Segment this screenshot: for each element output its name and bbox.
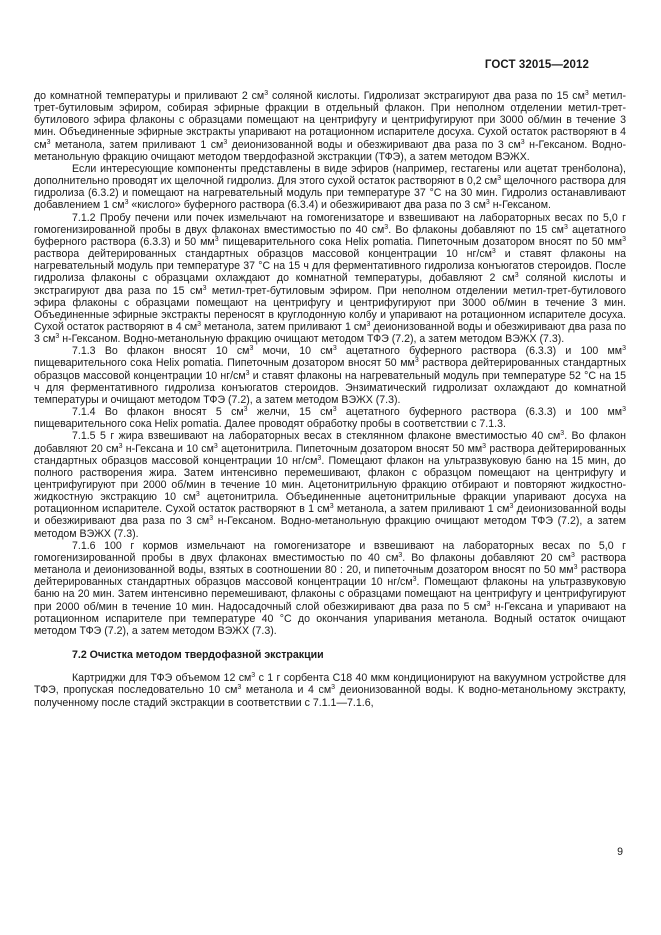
body-paragraph: 7.1.3 Во флакон вносят 10 $см^3$ мочи, 10 $см^3$ ацетатного буферного раствора (6.3.3) и 100 $мм^3$ пищеварительного сока Helix pomatia. Пипеточным дозатором вносят 50 $мм^3$ раствора дейтерированных стандартных образцов массовой концентрации 10 $нг/см^3$ и ставят флаконы на нагревательный модуль при температуре 52 °С на 15 ч для ферментативного гидролиза конъюгатов стероидов. Энзиматический гидролизат охлаждают до комнатной температуры и очищают методом ТФЭ (7.2), а затем методом ВЭЖХ (7.3). xyxy=(34,345,626,406)
body-paragraph: 7.1.5 5 г жира взвешивают на лабораторных весах в стеклянном флаконе вместимостью 40 $см^3$. Во флакон добавляют 20 $см^3$ н-Гексана и 10 $см^3$ ацетонитрила. Пипеточным дозатором вносят 50 $мм^3$ раствора дейтерированных стандартных образцов массовой концентрации 10 $нг/см^3$. Помещают флакон на ультразвуковую баню на 15 мин, до полного растворения жира. Затем интенсивно перемешивают, флакон с образцом помещают на центрифугу и центрифугируют при 2000 об/мин в течение 10 мин. Ацетонитрильную фракцию отбирают и повторяют жидкостно-жидкостную экстракцию 10 $см^3$ ацетонитрила. Объединенные ацетонитрильные фракции упаривают досуха на ротационном испарителе. Сухой остаток растворяют в 1 $см^3$ метанола, а затем приливают 1 $см^3$ деионизованной воды и обезжиривают два раза по 3 $см^3$ н-Гексаном. Водно-метанольную фракцию очищают методом ТФЭ (7.2), а затем методом ВЭЖХ (7.3). xyxy=(34,430,627,540)
page-number: 9 xyxy=(617,846,623,858)
section-paragraph: Картриджи для ТФЭ объемом 12 $см^3$ с 1 г сорбента С18 40 мкм кондиционируют на вакуумном устройстве для ТФЭ, пропуская последовательно 10 $см^3$ метанола и 4 $см^3$ деионизованной воды. К водно-метанольному экстракту, полученному после стадий экстракции в соответствии с 7.1.1—7.1.6, xyxy=(34,672,626,709)
section-heading: 7.2 Очистка методом твердофазной экстракции xyxy=(72,649,324,662)
body-paragraph: 7.1.4 Во флакон вносят 5 $см^3$ желчи, 15 $см^3$ ацетатного буферного раствора (6.3.3) и 100 $мм^3$ пищеварительного сока Helix pomatia. Далее проводят обработку пробы в соответствии с 7.1.3. xyxy=(34,406,626,431)
body-paragraph: 7.1.6 100 г кормов измельчают на гомогенизаторе и взвешивают на лабораторных весах по 5,0 г гомогенизированной пробы в двух флаконах вместимостью по 40 $см^3$. Во флаконы добавляют 20 $см^3$ раствора метанола и деионизованной воды, взятых в соотношении 80 : 20, и пипеточным дозатором вносят по 50 $мм^3$ раствора дейтерированных стандартных образцов массовой концентрации 10 $нг/см^3$. Помещают флаконы на ультразвуковую баню на 20 мин. Затем интенсивно перемешивают, флаконы с образцами помещают на центрифугу и центрифугируют при 2000 об/мин в течение 10 мин. Надосадочный слой обезжиривают два раза по 5 $см^3$ н-Гексана и упаривают на ротационном испарителе при температуре 40 °С до окончания упаривания метанола. Водный остаток очищают методом ТФЭ (7.2), а затем методом ВЭЖХ (7.3). xyxy=(34,539,627,637)
body-paragraph: Если интересующие компоненты представлены в виде эфиров (например, гестагены или ацетат тренболона), дополнительно проводят их щелочной гидролиз. Для этого сухой остаток растворяют в 0,2 $см^3$ щелочного раствора для гидролиза (6.3.2) и помещают на нагревательный модуль при температуре 37 °С на 30 мин. Гидролиз останавливают добавлением 1 $см^3$ «кислого» буферного раствора (6.3.4) и обезжиривают два раза по 3 $см^3$ н-Гексаном. xyxy=(34,162,626,212)
document-body xyxy=(34,90,626,709)
paragraph-list xyxy=(34,90,626,637)
body-paragraph: 7.1.2 Пробу печени или почек измельчают на гомогенизаторе и взвешивают на лабораторных весах по 5,0 г гомогенизированной пробы в двух флаконах вместимостью по 40 $см^3$. Во флаконы добавляют по 15 $см^3$ ацетатного буферного раствора (6.3.3) и 50 $мм^3$ пищеварительного сока Helix pomatia. Пипеточным дозатором вносят по 50 $мм^3$ раствора дейтерированных стандартных образцов массовой концентрации 10 $нг/см^3$ и ставят флаконы на нагревательный модуль при температуре 37 °С на 15 ч для ферментативного гидролиза конъюгатов стероидов. После гидролиза флаконы с образцами охлаждают до комнатной температуры, добавляют 2 $см^3$ соляной кислоты и экстрагируют два раза по 15 $см^3$ метил-трет-бутиловым эфиром. При неполном отделении метил-трет-бутилового эфира флаконы с образцами помещают на центрифугу и центрифугируют при 3000 об/мин в течение 3 мин. Объединенные эфирные экстракты переносят в круглодонную колбу и упаривают на ротационном испарителе досуха. Сухой остаток растворяют в 4 $см^3$ метанола, затем приливают 1 $см^3$ деионизованной воды и обезжиривают два раза по 3 $см^3$ н-Гексаном. Водно-метанольную фракцию очищают методом ТФЭ (7.2), а затем методом ВЭЖХ (7.3). xyxy=(34,211,627,346)
document-standard-id: ГОСТ 32015—2012 xyxy=(484,59,589,71)
body-paragraph: до комнатной температуры и приливают 2 $см^3$ соляной кислоты. Гидролизат экстрагируют два раза по 15 $см^3$ метил-трет-бутиловым эфиром, собирая эфирные фракции в отдельный флакон. При неполном отделении метил-трет-бутилового эфира флаконы с образцами помещают на центрифугу и центрифугируют при 3000 об/мин в течение 3 мин. Объединенные эфирные экстракты упаривают на ротационном испарителе досуха. Сухой остаток растворяют в 4 $см^3$ метанола, затем приливают 1 $см^3$ деионизованной воды и обезжиривают два раза по 3 $см^3$ н-Гексаном. Водно-метанольную фракцию очищают методом твердофазной экстракции (ТФЭ), а затем методом ВЭЖХ. xyxy=(34,90,626,163)
